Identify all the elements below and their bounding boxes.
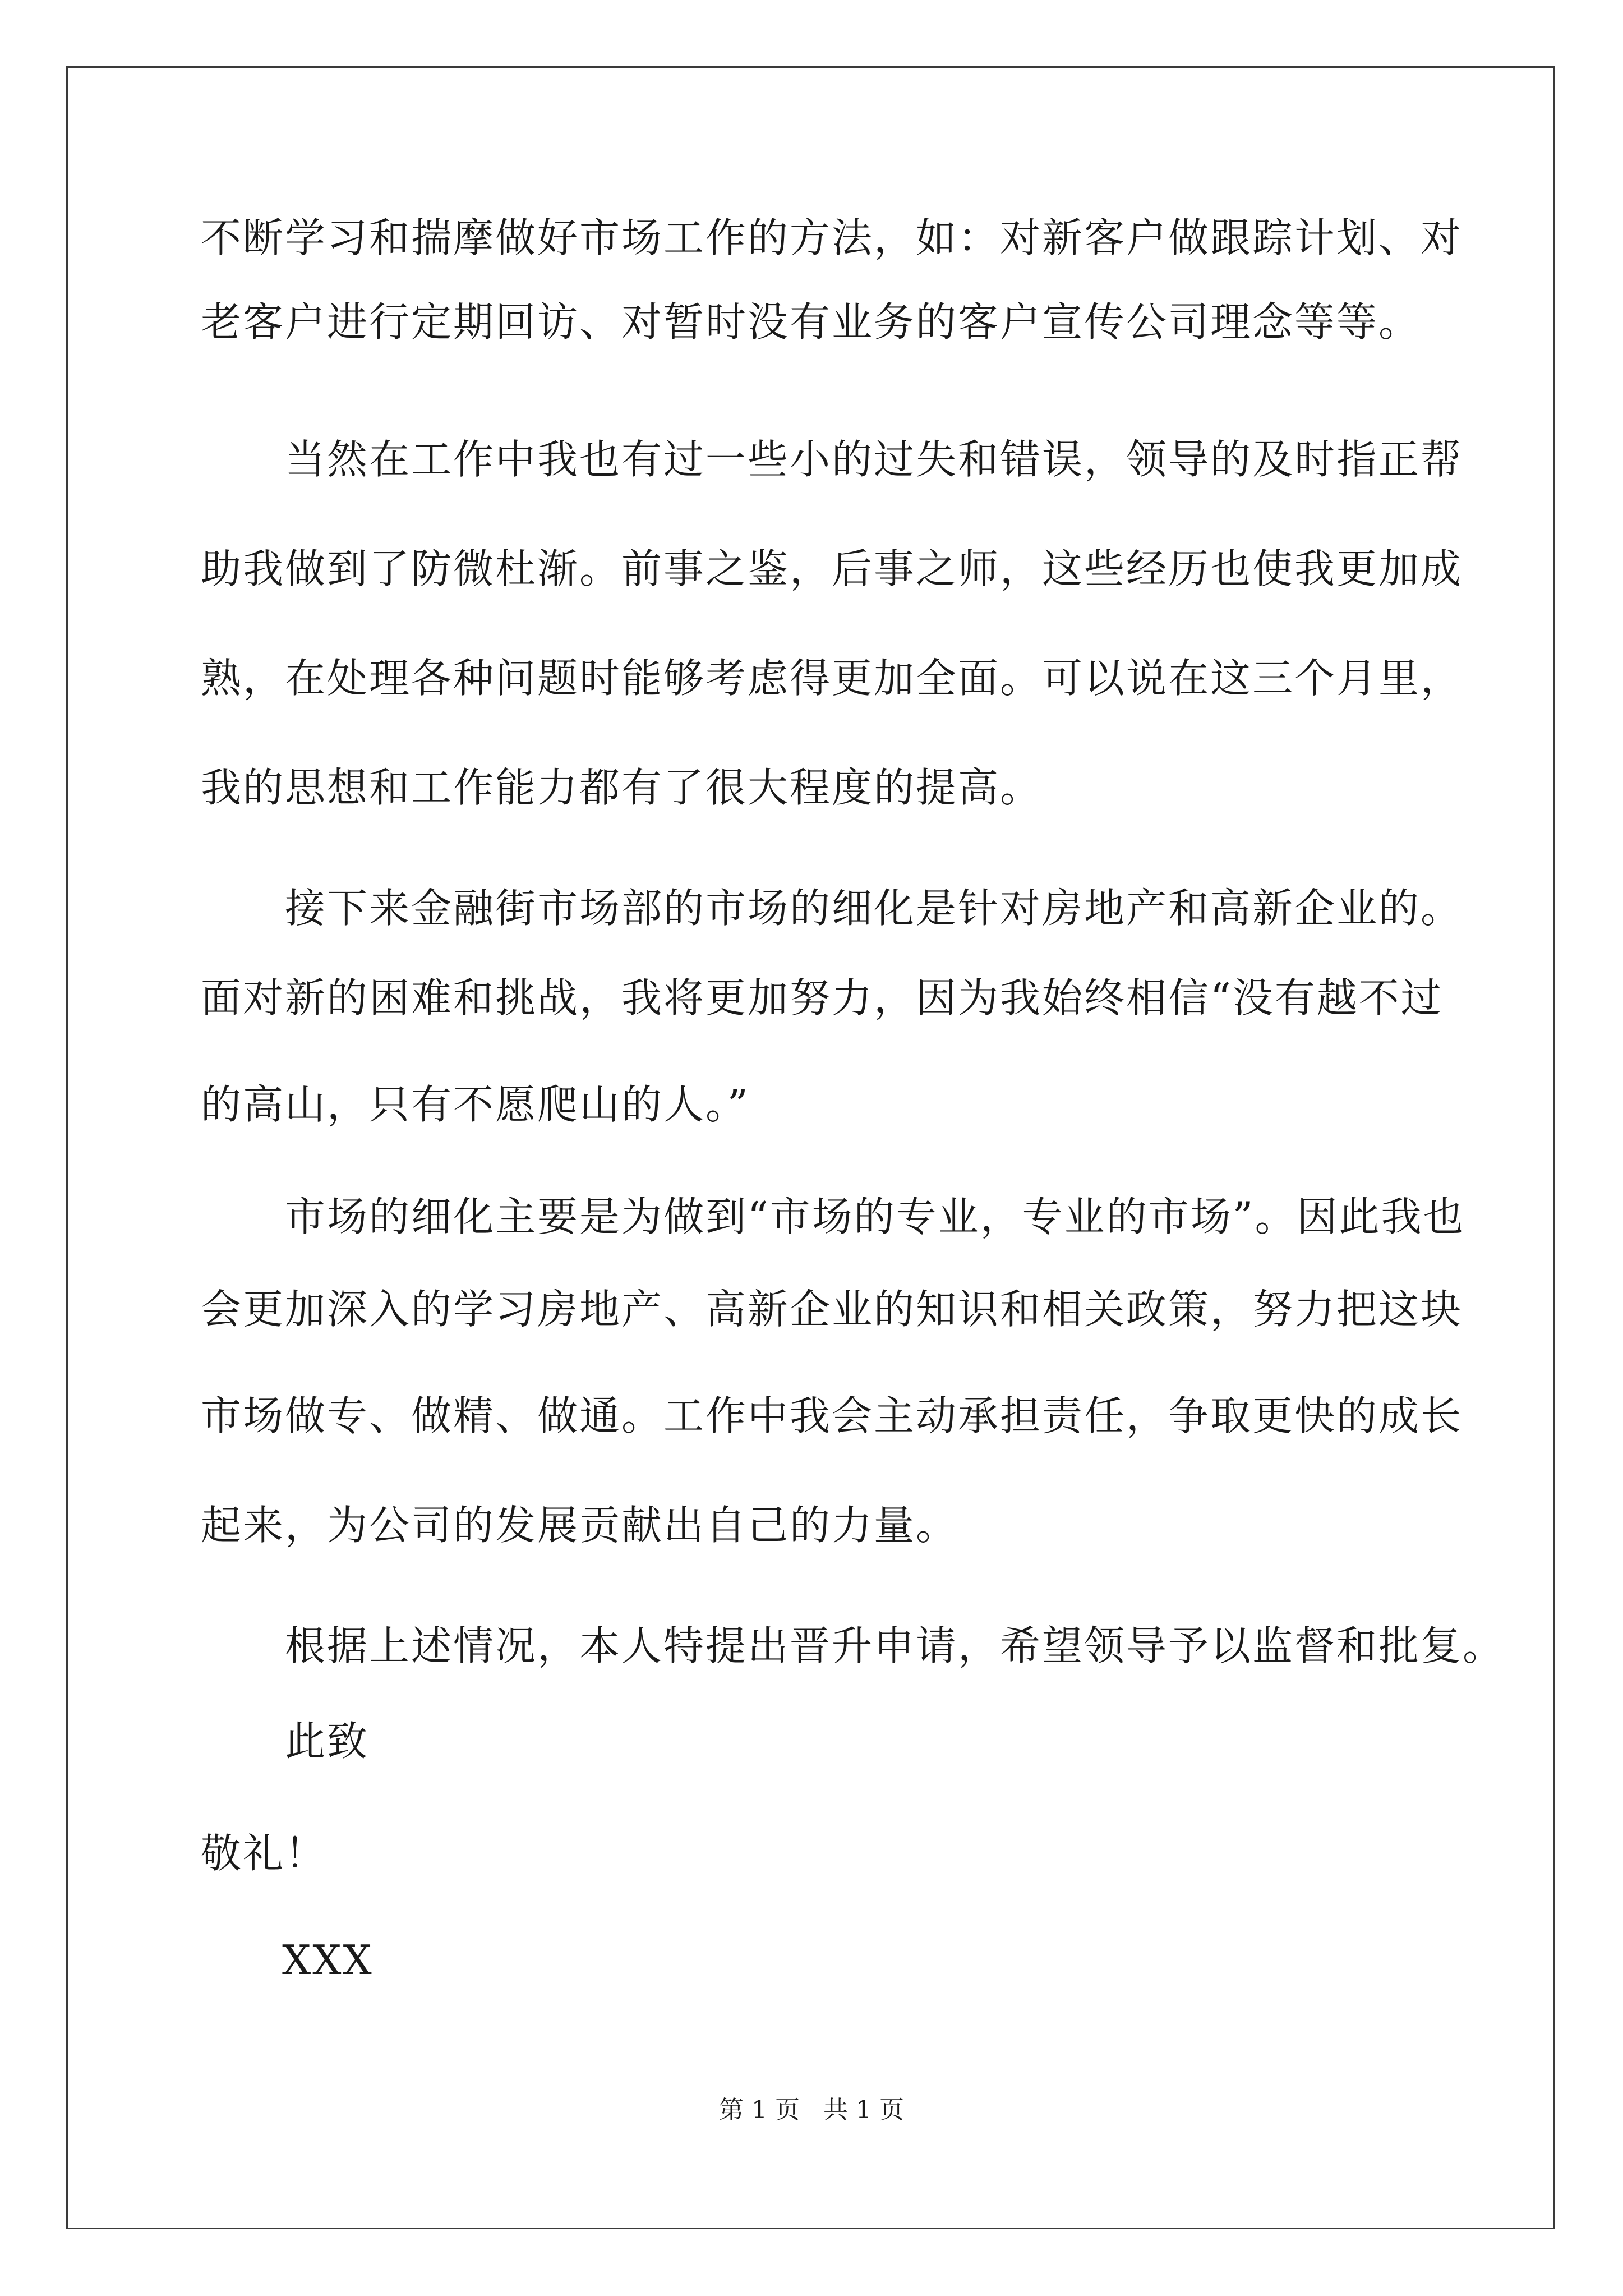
text-line: 老客户进行定期回访、对暂时没有业务的客户宣传公司理念等等。	[201, 298, 1421, 346]
text-line: 当然在工作中我也有过一些小的过失和错误，领导的及时指正帮	[285, 436, 1463, 483]
closing-regards: 敬礼！	[201, 1830, 328, 1877]
text-line: 的高山，只有不愿爬山的人。”	[201, 1081, 750, 1128]
text-line: 助我做到了防微杜渐。前事之鉴，后事之师，这些经历也使我更加成	[201, 545, 1463, 592]
text-line: 起来，为公司的发展贡献出自己的力量。	[201, 1502, 958, 1549]
text-line: 会更加深入的学习房地产、高新企业的知识和相关政策，努力把这块	[201, 1286, 1463, 1333]
text-line: 我的思想和工作能力都有了很大程度的提高。	[201, 764, 1043, 811]
text-line: 根据上述情况，本人特提出晋升申请，希望领导予以监督和批复。	[285, 1622, 1505, 1669]
page-border	[66, 66, 1555, 2229]
text-line: 接下来金融街市场部的市场的细化是针对房地产和高新企业的。	[285, 885, 1463, 932]
text-line: 市场做专、做精、做通。工作中我会主动承担责任，争取更快的成长	[201, 1392, 1463, 1439]
text-line: 熟，在处理各种问题时能够考虑得更加全面。可以说在这三个月里，	[201, 655, 1463, 702]
signature-name: XXX	[282, 1936, 374, 1984]
page-footer: 第 1 页 共 1 页	[719, 2096, 904, 2124]
text-line: 市场的细化主要是为做到“市场的专业，专业的市场”。因此我也	[285, 1193, 1465, 1240]
text-line: 面对新的困难和挑战，我将更加努力，因为我始终相信“没有越不过	[201, 974, 1443, 1022]
closing-salutation: 此致	[285, 1718, 370, 1765]
text-line: 不断学习和揣摩做好市场工作的方法，如：对新客户做跟踪计划、对	[201, 214, 1463, 261]
